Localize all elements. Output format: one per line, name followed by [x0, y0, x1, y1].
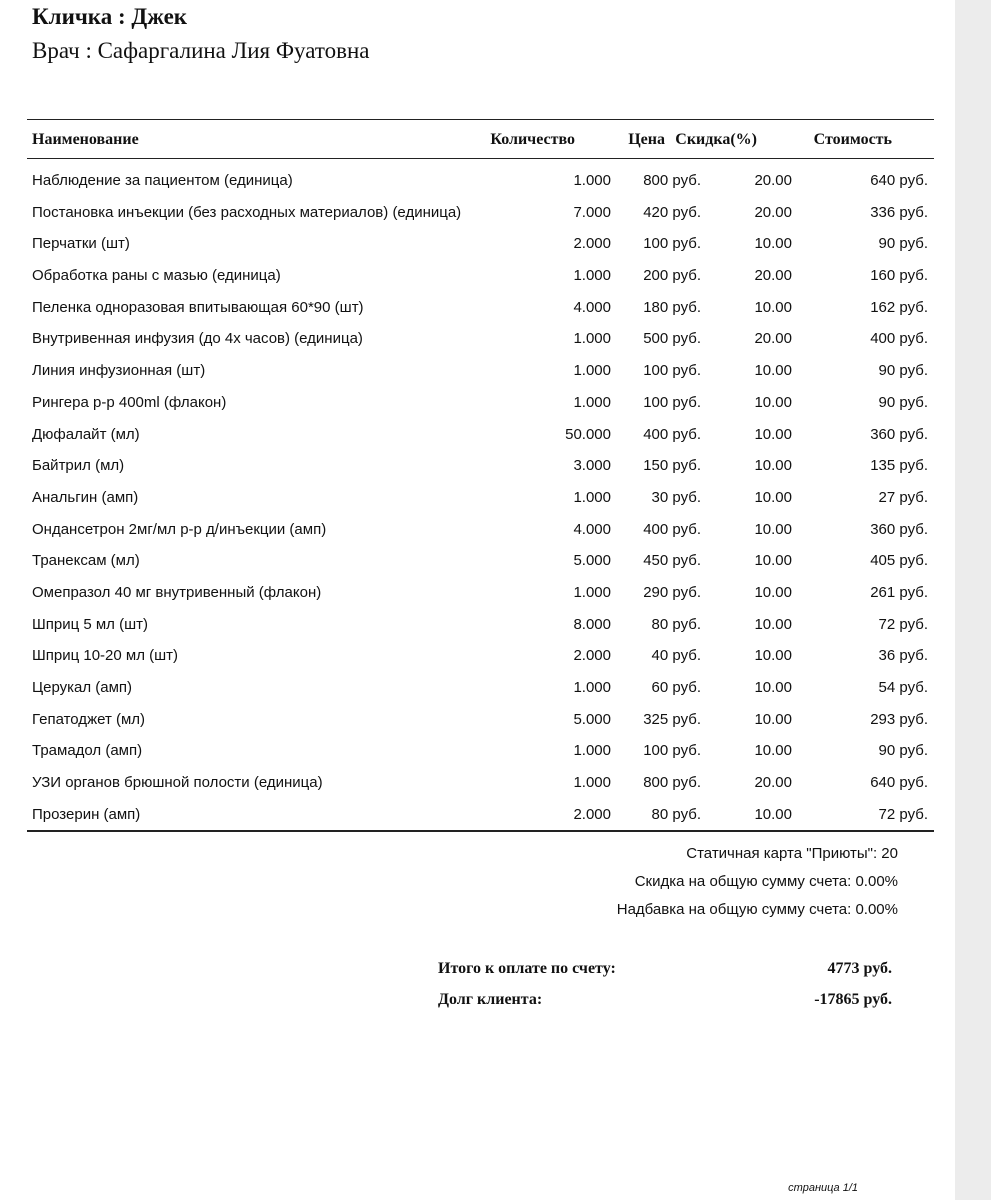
item-quantity: 1.000: [573, 362, 611, 380]
table-row: [0, 419, 991, 451]
item-name: Прозерин (амп): [32, 805, 141, 823]
invoice-markup-note: Надбавка на общую сумму счета: 0.00%: [616, 901, 898, 918]
item-quantity: 1.000: [573, 393, 611, 411]
item-price: 450 руб.: [643, 552, 701, 570]
column-header-cost: Стоимость: [813, 131, 892, 148]
item-name: Линия инфузионная (шт): [32, 362, 206, 380]
item-name: Транексам (мл): [32, 552, 140, 570]
table-row: [0, 767, 991, 799]
table-row: [0, 165, 991, 197]
table-row: [0, 704, 991, 736]
item-discount: 10.00: [754, 805, 792, 823]
item-price: 500 руб.: [643, 330, 701, 348]
item-quantity: 1.000: [573, 679, 611, 696]
item-discount: 10.00: [754, 488, 792, 506]
item-quantity: 1.000: [573, 172, 611, 189]
item-name: Омепразол 40 мг внутривенный (флакон): [32, 583, 322, 601]
table-row: [0, 355, 991, 387]
item-cost: 640 руб.: [870, 172, 928, 189]
item-cost: 36 руб.: [878, 647, 928, 665]
item-quantity: 1.000: [573, 488, 611, 506]
pet-nickname: Кличка : Джек: [32, 4, 188, 29]
item-cost: 405 руб.: [870, 552, 928, 570]
item-name: Наблюдение за пациентом (единица): [32, 172, 293, 189]
item-cost: 90 руб.: [878, 742, 928, 760]
item-name: Ондансетрон 2мг/мл р-р д/инъекции (амп): [32, 520, 327, 538]
item-quantity: 1.000: [573, 742, 611, 760]
table-row: [0, 387, 991, 419]
column-header-discount: Скидка(%): [675, 131, 757, 148]
item-cost: 261 руб.: [870, 583, 928, 601]
item-name: Трамадол (амп): [32, 742, 143, 760]
item-discount: 10.00: [754, 520, 792, 538]
static-card-note: Статичная карта "Приюты": 20: [686, 845, 898, 862]
item-discount: 10.00: [754, 742, 792, 760]
item-price: 100 руб.: [643, 393, 701, 411]
item-discount: 20.00: [754, 172, 792, 189]
table-row: [0, 260, 991, 292]
table-row: [0, 799, 991, 831]
item-price: 100 руб.: [643, 235, 701, 253]
table-row: [0, 514, 991, 546]
item-quantity: 4.000: [573, 298, 611, 316]
item-cost: 293 руб.: [870, 710, 928, 728]
table-row: [0, 450, 991, 482]
item-name: Постановка инъекции (без расходных материалов) (единица): [32, 203, 462, 221]
item-name: Церукал (амп): [32, 679, 133, 696]
item-cost: 27 руб.: [878, 488, 928, 506]
table-row: [0, 292, 991, 324]
invoice-discount-note: Скидка на общую сумму счета: 0.00%: [634, 873, 898, 890]
item-discount: 10.00: [754, 710, 792, 728]
item-discount: 20.00: [754, 203, 792, 221]
table-row: [0, 228, 991, 260]
table-top-rule: [27, 119, 934, 120]
item-name: Обработка раны с мазью (единица): [32, 267, 281, 285]
item-name: Перчатки (шт): [32, 235, 130, 253]
item-cost: 400 руб.: [870, 330, 928, 348]
column-header-price: Цена: [628, 131, 665, 148]
item-discount: 10.00: [754, 583, 792, 601]
item-price: 325 руб.: [643, 710, 701, 728]
item-quantity: 4.000: [573, 520, 611, 538]
column-header-quantity: Количество: [490, 131, 575, 148]
table-row: [0, 609, 991, 641]
item-quantity: 1.000: [573, 267, 611, 285]
item-discount: 10.00: [754, 362, 792, 380]
item-price: 180 руб.: [643, 298, 701, 316]
item-price: 400 руб.: [643, 425, 701, 443]
item-quantity: 2.000: [573, 235, 611, 253]
item-discount: 20.00: [754, 330, 792, 348]
item-price: 290 руб.: [643, 583, 701, 601]
item-cost: 135 руб.: [870, 457, 928, 475]
table-row: [0, 545, 991, 577]
item-price: 420 руб.: [643, 203, 701, 221]
item-quantity: 2.000: [573, 647, 611, 665]
item-cost: 640 руб.: [870, 774, 928, 792]
page-number: страница 1/1: [788, 1182, 858, 1194]
table-row: [0, 735, 991, 767]
item-cost: 90 руб.: [878, 235, 928, 253]
item-price: 800 руб.: [643, 172, 701, 189]
debt-value: -17865 руб.: [814, 991, 892, 1008]
item-cost: 336 руб.: [870, 203, 928, 221]
item-name: Дюфалайт (мл): [32, 425, 140, 443]
item-name: Пеленка одноразовая впитывающая 60*90 (шт): [32, 298, 364, 316]
item-cost: 162 руб.: [870, 298, 928, 316]
table-header-rule: [27, 158, 934, 159]
item-discount: 10.00: [754, 235, 792, 253]
total-value: 4773 руб.: [827, 960, 892, 977]
item-discount: 20.00: [754, 267, 792, 285]
item-name: Шприц 5 мл (шт): [32, 615, 148, 633]
column-header-name: Наименование: [32, 131, 139, 148]
item-price: 200 руб.: [643, 267, 701, 285]
item-cost: 90 руб.: [878, 362, 928, 380]
item-quantity: 1.000: [573, 330, 611, 348]
item-price: 100 руб.: [643, 362, 701, 380]
invoice-table-body: [0, 165, 991, 830]
table-row: [0, 482, 991, 514]
item-quantity: 2.000: [573, 805, 611, 823]
item-price: 800 руб.: [643, 774, 701, 792]
item-cost: 360 руб.: [870, 425, 928, 443]
table-row: [0, 323, 991, 355]
item-quantity: 50.000: [565, 425, 611, 443]
item-discount: 10.00: [754, 425, 792, 443]
item-discount: 10.00: [754, 393, 792, 411]
item-cost: 54 руб.: [878, 679, 928, 696]
item-discount: 10.00: [754, 457, 792, 475]
item-price: 150 руб.: [643, 457, 701, 475]
item-quantity: 1.000: [573, 774, 611, 792]
item-discount: 10.00: [754, 679, 792, 696]
item-quantity: 5.000: [573, 552, 611, 570]
item-name: Внутривенная инфузия (до 4х часов) (единица): [32, 330, 363, 348]
item-discount: 10.00: [754, 615, 792, 633]
item-price: 80 руб.: [651, 805, 701, 823]
total-label: Итого к оплате по счету:: [438, 960, 616, 977]
item-discount: 10.00: [754, 298, 792, 316]
item-name: Анальгин (амп): [32, 488, 139, 506]
item-price: 30 руб.: [651, 488, 701, 506]
table-row: [0, 672, 991, 704]
item-name: Гепатоджет (мл): [32, 710, 146, 728]
item-price: 80 руб.: [651, 615, 701, 633]
item-price: 40 руб.: [651, 647, 701, 665]
item-name: Рингера р-р 400ml (флакон): [32, 393, 227, 411]
item-discount: 10.00: [754, 647, 792, 665]
debt-label: Долг клиента:: [438, 991, 543, 1008]
item-cost: 160 руб.: [870, 267, 928, 285]
item-price: 100 руб.: [643, 742, 701, 760]
item-name: УЗИ органов брюшной полости (единица): [32, 774, 323, 792]
item-quantity: 1.000: [573, 583, 611, 601]
item-cost: 360 руб.: [870, 520, 928, 538]
item-cost: 72 руб.: [878, 615, 928, 633]
table-row: [0, 640, 991, 672]
item-name: Байтрил (мл): [32, 457, 125, 475]
item-discount: 20.00: [754, 774, 792, 792]
item-name: Шприц 10-20 мл (шт): [32, 647, 179, 665]
table-row: [0, 197, 991, 229]
item-cost: 90 руб.: [878, 393, 928, 411]
item-quantity: 5.000: [573, 710, 611, 728]
table-row: [0, 577, 991, 609]
item-price: 60 руб.: [651, 679, 701, 696]
item-quantity: 7.000: [573, 203, 611, 221]
item-quantity: 8.000: [573, 615, 611, 633]
item-price: 400 руб.: [643, 520, 701, 538]
item-discount: 10.00: [754, 552, 792, 570]
item-quantity: 3.000: [573, 457, 611, 475]
table-bottom-rule: [27, 830, 934, 832]
doctor-name: Врач : Сафаргалина Лия Фуатовна: [32, 38, 370, 63]
item-cost: 72 руб.: [878, 805, 928, 823]
